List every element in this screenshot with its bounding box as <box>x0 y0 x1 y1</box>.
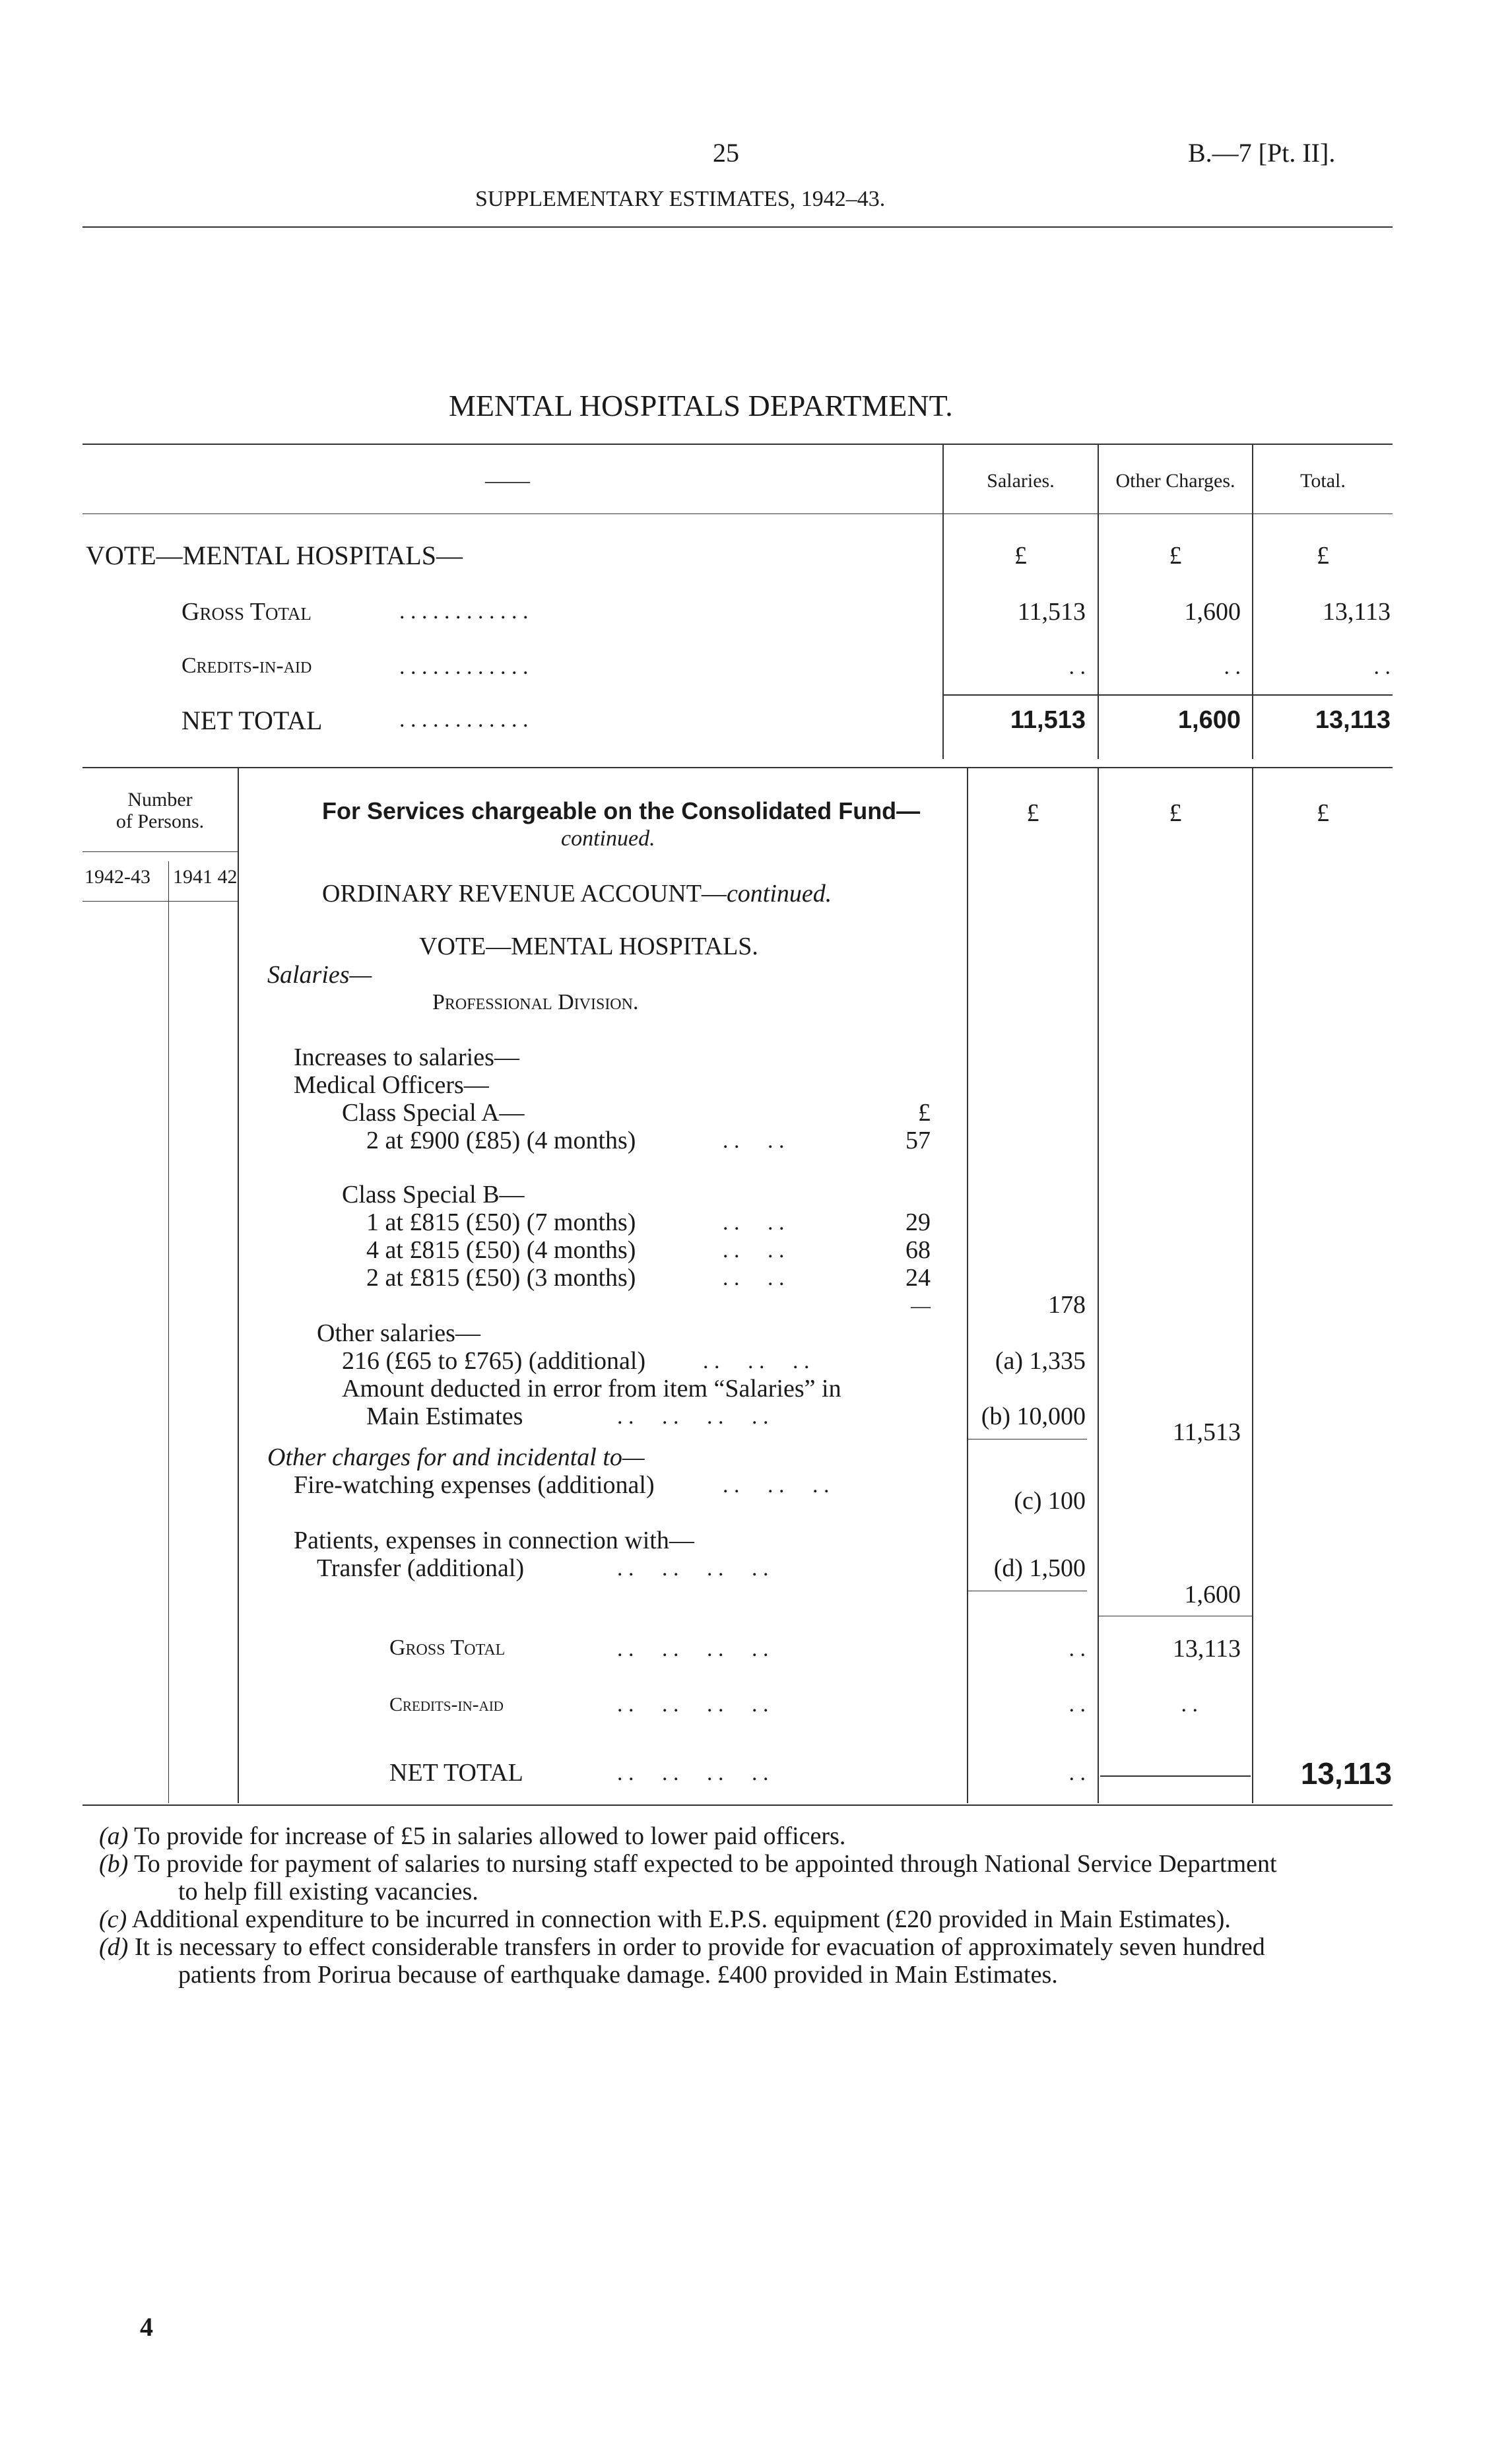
footnote-mark: (c) <box>99 1905 127 1933</box>
leader-dots: . . . . <box>723 1238 785 1263</box>
detail-credits-col1: . . <box>1068 1692 1086 1717</box>
summary-pound-other: £ <box>1169 542 1182 570</box>
sheet-number: 4 <box>140 2312 153 2342</box>
class-b-value: 68 <box>905 1236 931 1264</box>
summary-pound-total: £ <box>1317 542 1329 570</box>
ordinary-revenue-text: ORDINARY REVENUE ACCOUNT— <box>322 880 727 908</box>
class-special-a-label: Class Special A— <box>342 1099 525 1127</box>
summary-credits-other: . . <box>1224 655 1241 679</box>
year-1942-43: 1942-43 <box>84 866 150 888</box>
medical-subtotal: 178 <box>1048 1291 1086 1319</box>
detail-bottom-rule <box>82 1804 1393 1806</box>
detail-gross-total-col1: . . <box>1068 1637 1086 1661</box>
detail-gross-total-label: Gross Total <box>389 1636 506 1660</box>
summary-net-total-label: NET TOTAL <box>181 706 323 735</box>
detail-pound-col2: £ <box>1169 799 1182 827</box>
deducted-line-2: Main Estimates <box>366 1403 523 1430</box>
detail-top-rule <box>82 767 1393 768</box>
vote-heading: VOTE—MENTAL HOSPITALS. <box>419 933 758 960</box>
medical-officers-label: Medical Officers— <box>294 1071 489 1099</box>
leader-dots: . . . . . . <box>703 1349 810 1373</box>
other-salaries-label: Other salaries— <box>317 1319 480 1347</box>
footnote-continuation: to help fill existing vacancies. <box>178 1878 478 1905</box>
professional-division: Professional Division. <box>432 990 639 1014</box>
leader-dots: . . . . . . . . <box>617 1692 769 1717</box>
salaries-label: Salaries— <box>267 961 372 989</box>
fire-watching-label: Fire-watching expenses (additional) <box>294 1471 655 1499</box>
page-number: 25 <box>713 138 739 168</box>
ordinary-revenue-heading <box>322 879 832 908</box>
header-rule <box>82 226 1393 228</box>
summary-top-rule <box>82 444 1393 445</box>
summary-net-other: 1,600 <box>1177 706 1241 734</box>
deducted-value: (b) 10,000 <box>981 1403 1086 1430</box>
class-a-item: 2 at £900 (£85) (4 months) <box>366 1127 636 1154</box>
leader-dots: . . . . . . . . <box>617 1637 769 1661</box>
increases-label: Increases to salaries— <box>294 1043 519 1071</box>
year-1941-42: 1941 42 <box>173 866 238 888</box>
other-charges-heading: Other charges for and incidental to— <box>267 1443 645 1471</box>
consolidated-fund-continued: continued. <box>561 826 655 851</box>
number-of-persons-header: Number of Persons. <box>115 789 205 832</box>
salaries-total: 11,513 <box>1172 1418 1241 1446</box>
footnote-text: Additional expenditure to be incurred in connection with E.P.S. equipment (£20 provided in Main Estimates). <box>131 1905 1231 1933</box>
leader-dots: . . . . <box>723 1210 785 1235</box>
report-reference: B.—7 [Pt. II]. <box>1188 138 1336 168</box>
column-header-other-charges: Other Charges. <box>1115 470 1235 492</box>
summary-gross-total: 13,113 <box>1322 598 1391 626</box>
consolidated-fund-heading: For Services chargeable on the Consolidated Fund— <box>322 797 921 824</box>
column-header-total: Total. <box>1300 470 1346 492</box>
summary-leader-dots: . . . . . . . . . . . . <box>399 599 529 624</box>
years-rule <box>82 901 238 902</box>
summary-leader-dots: . . . . . . . . . . . . <box>399 708 529 732</box>
summary-credits-salaries: . . <box>1068 655 1086 679</box>
patients-label: Patients, expenses in connection with— <box>294 1527 694 1554</box>
detail-pound-col1: £ <box>1026 799 1039 827</box>
fire-watching-value: (c) 100 <box>1014 1487 1086 1515</box>
summary-gross-other: 1,600 <box>1184 598 1241 626</box>
detail-credits-label: Credits-in-aid <box>389 1694 504 1715</box>
class-special-b-label: Class Special B— <box>342 1181 525 1208</box>
footnote <box>99 1933 1265 1962</box>
summary-blank-header: —— <box>485 469 530 493</box>
summary-vote-label: VOTE—MENTAL HOSPITALS— <box>86 541 463 570</box>
footnote <box>99 1822 845 1851</box>
subtotal-dash: — <box>911 1295 931 1317</box>
leader-dots: . . . . . . . . <box>617 1405 769 1429</box>
summary-gross-total-label: Gross Total <box>181 598 312 626</box>
class-b-item: 1 at £815 (£50) (7 months) <box>366 1208 636 1236</box>
footnote-mark: (b) <box>99 1850 129 1878</box>
summary-header-rule <box>82 513 1393 514</box>
footnote-mark: (d) <box>99 1933 129 1961</box>
leader-dots: . . . . <box>723 1129 785 1153</box>
class-a-value: 57 <box>905 1127 931 1154</box>
footnote-text: It is necessary to effect considerable transfers in order to provide for evacuation of approximately seven hundred <box>134 1933 1265 1961</box>
detail-net-total-label: NET TOTAL <box>389 1759 523 1787</box>
transfer-value: (d) 1,500 <box>993 1554 1086 1582</box>
page-subtitle: SUPPLEMENTARY ESTIMATES, 1942–43. <box>475 187 886 211</box>
summary-net-salaries: 11,513 <box>1010 706 1086 734</box>
class-b-item: 2 at £815 (£50) (3 months) <box>366 1264 636 1292</box>
footnote-text: To provide for payment of salaries to nursing staff expected to be appointed through National Service Department <box>134 1850 1277 1878</box>
summary-credits-label: Credits-in-aid <box>181 653 312 678</box>
detail-pound-col3: £ <box>1317 799 1329 827</box>
leader-dots: . . . . <box>723 1266 785 1290</box>
detail-credits-col2: . . <box>1181 1692 1198 1717</box>
other-salaries-item: 216 (£65 to £765) (additional) <box>342 1347 646 1375</box>
summary-leader-dots: . . . . . . . . . . . . <box>399 655 529 679</box>
footnote-text: To provide for increase of £5 in salaries allowed to lower paid officers. <box>134 1822 846 1850</box>
deducted-line-1: Amount deducted in error from item “Salaries” in <box>342 1375 841 1403</box>
detail-net-total-col1: . . <box>1068 1761 1086 1785</box>
net-total-rule <box>1100 1775 1251 1777</box>
detail-gross-total: 13,113 <box>1172 1635 1241 1663</box>
class-b-item: 4 at £815 (£50) (4 months) <box>366 1236 636 1264</box>
other-salaries-value: (a) 1,335 <box>995 1347 1086 1375</box>
summary-gross-salaries: 11,513 <box>1017 598 1086 626</box>
summary-credits-total: . . <box>1373 655 1391 679</box>
other-charges-total: 1,600 <box>1184 1581 1241 1608</box>
persons-col-divider <box>238 767 239 1803</box>
summary-net-rule <box>944 694 1393 696</box>
footnote <box>99 1905 1231 1934</box>
transfer-label: Transfer (additional) <box>317 1554 525 1582</box>
footnote-mark: (a) <box>99 1822 129 1850</box>
detail-net-total: 13,113 <box>1300 1756 1392 1791</box>
summary-net-total: 13,113 <box>1315 706 1391 734</box>
ordinary-revenue-continued: continued. <box>726 880 832 908</box>
persons-header-rule <box>82 851 238 852</box>
summary-pound-salaries: £ <box>1014 542 1027 570</box>
class-b-value: 24 <box>905 1264 931 1292</box>
class-b-value: 29 <box>905 1208 931 1236</box>
column-header-salaries: Salaries. <box>987 470 1055 492</box>
leader-dots: . . . . . . . . <box>617 1556 769 1581</box>
footnote-continuation: patients from Porirua because of earthquake damage. £400 provided in Main Estimates. <box>178 1961 1058 1989</box>
footnote <box>99 1849 1277 1878</box>
leader-dots: . . . . . . <box>723 1473 830 1498</box>
department-title: MENTAL HOSPITALS DEPARTMENT. <box>449 389 953 422</box>
leader-dots: . . . . . . . . <box>617 1761 769 1785</box>
year-col-divider <box>168 861 169 1803</box>
detail-col-divider-3 <box>1252 767 1253 1803</box>
class-a-pound-sign: £ <box>918 1099 931 1127</box>
